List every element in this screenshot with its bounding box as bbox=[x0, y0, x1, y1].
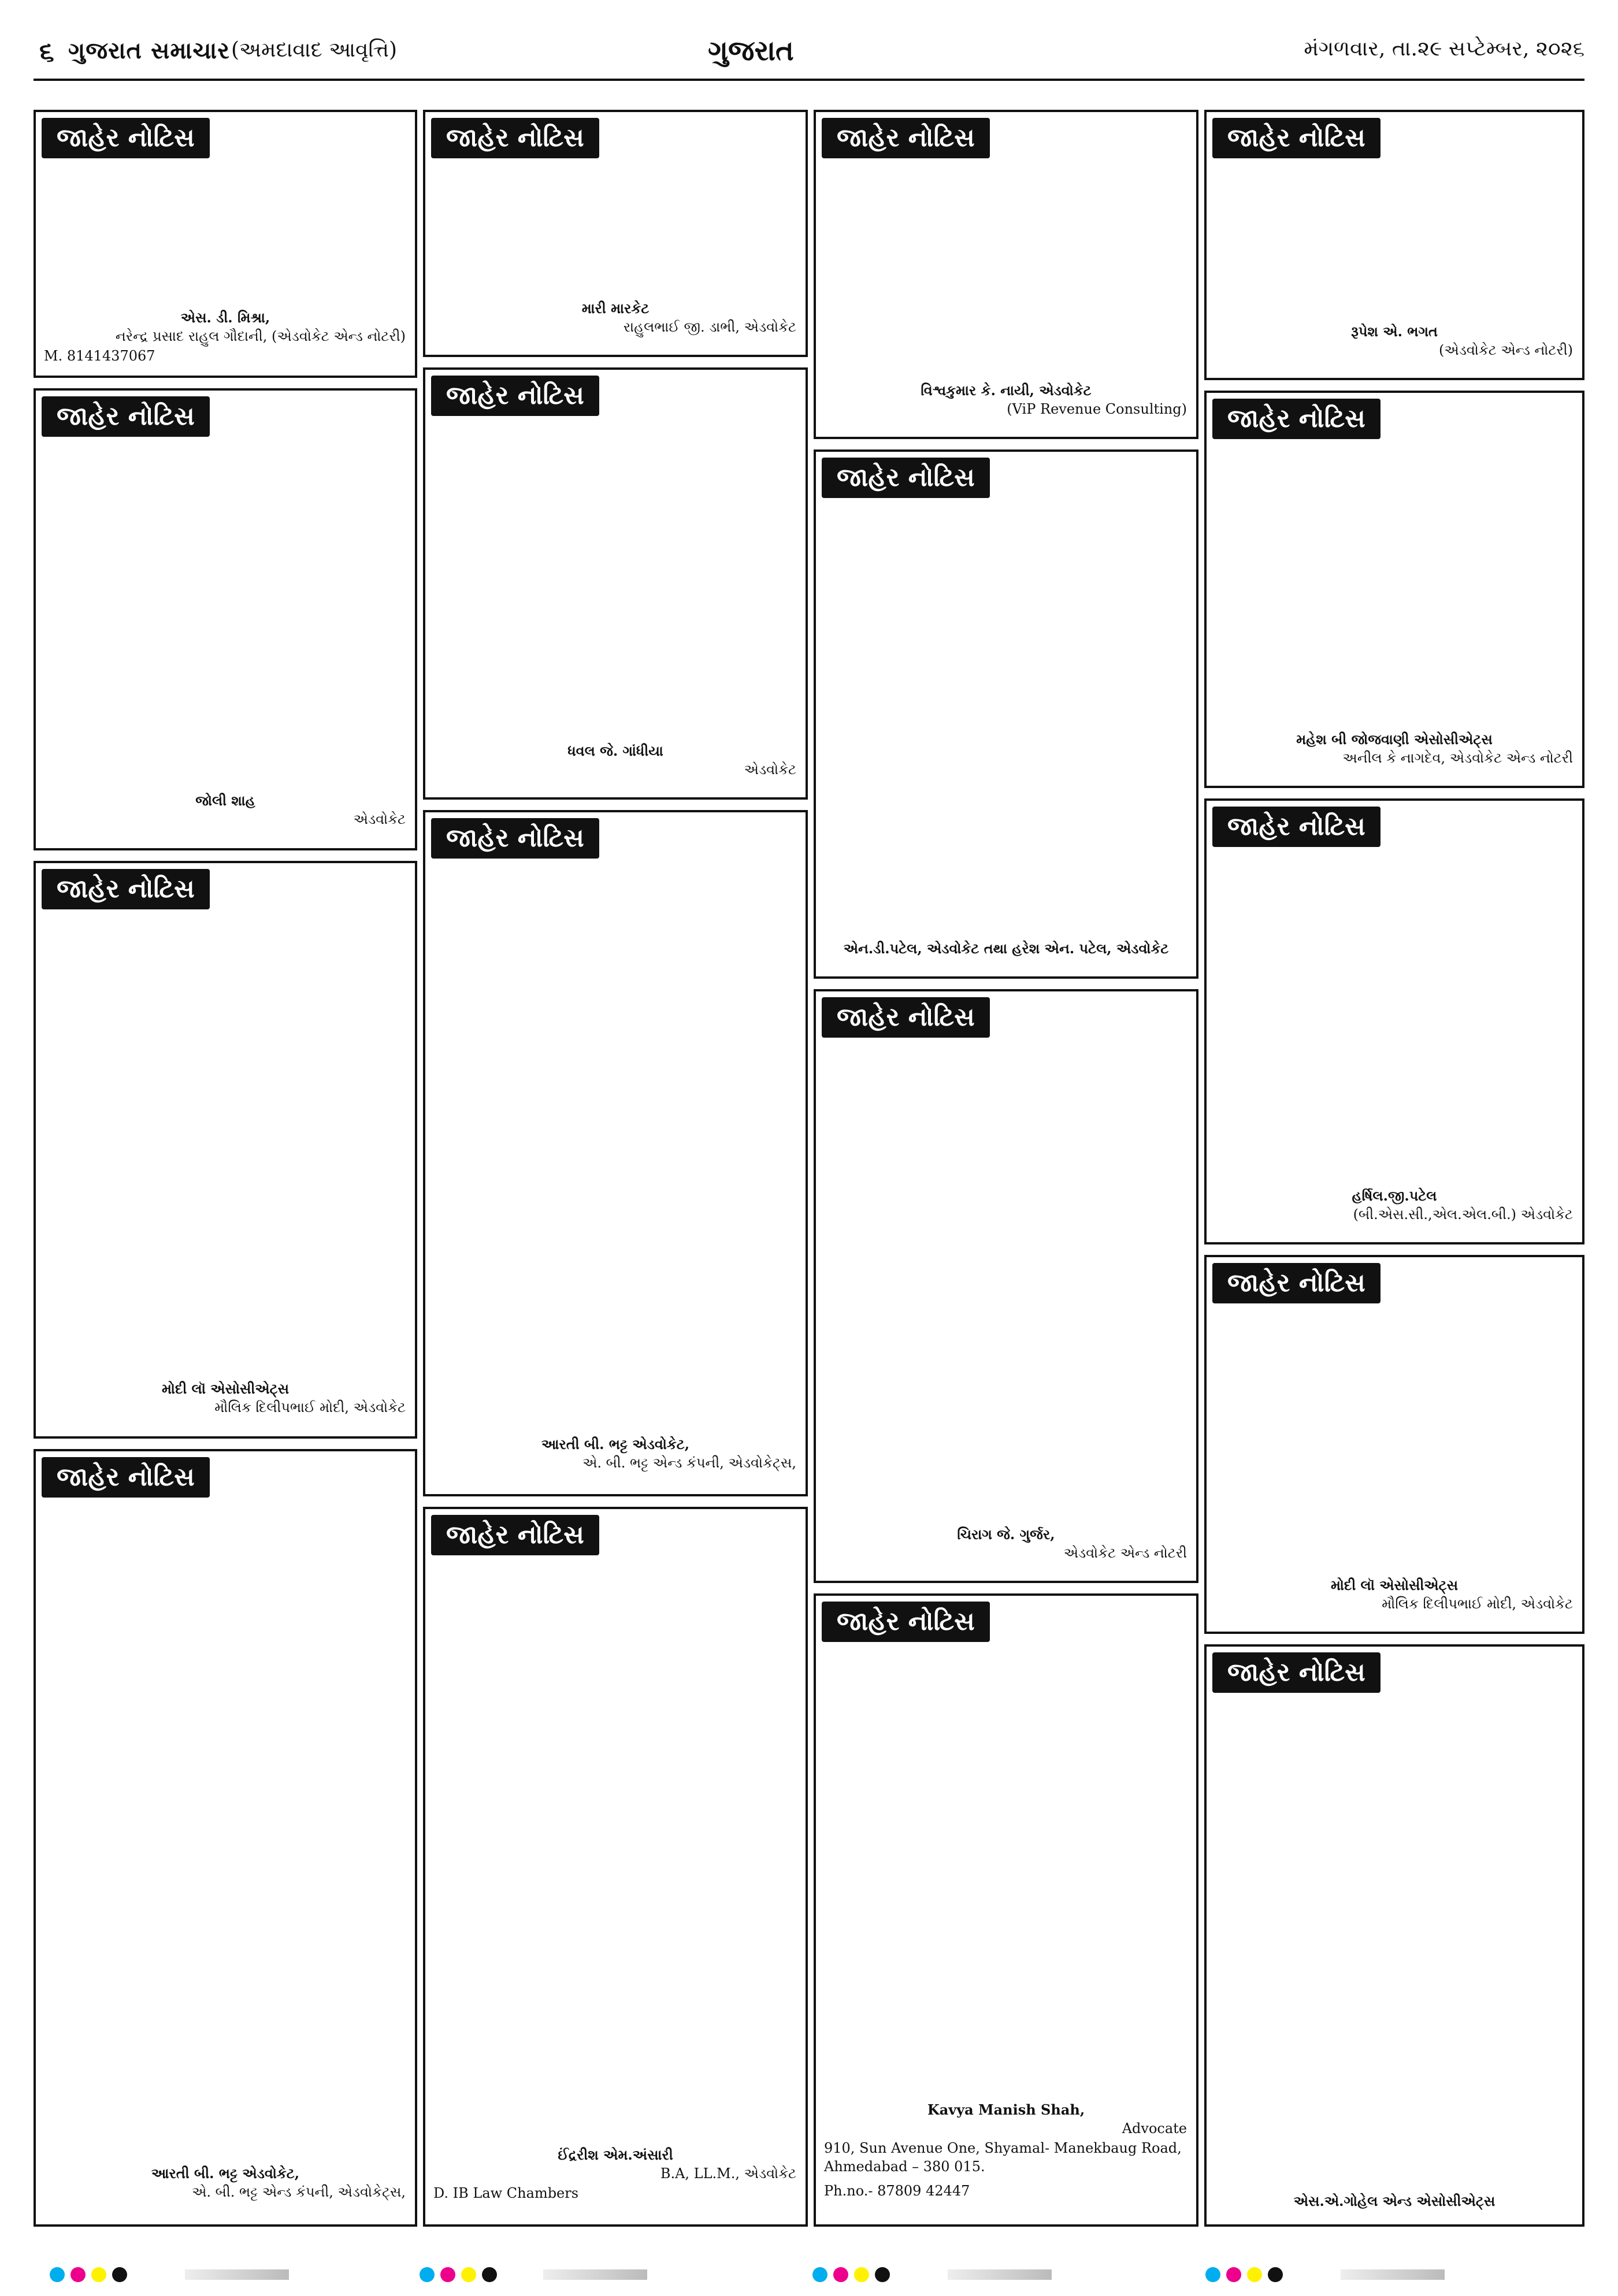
cyan-registration-dot bbox=[812, 2267, 827, 2282]
notice-body bbox=[816, 500, 1196, 939]
notice-body bbox=[36, 439, 415, 792]
public-notice-3 bbox=[34, 861, 417, 1439]
paper-name: ગુજરાત સમાચાર bbox=[68, 37, 230, 64]
notice-body bbox=[816, 1644, 1196, 2101]
yellow-registration-dot bbox=[91, 2267, 106, 2282]
public-notice-12 bbox=[814, 1593, 1198, 2227]
notice-heading: જાહેર નોટિસ bbox=[822, 458, 990, 498]
black-registration-dot bbox=[875, 2267, 890, 2282]
notice-body bbox=[425, 161, 806, 299]
notice-heading: જાહેર નોટિસ bbox=[1212, 807, 1381, 847]
notice-signer: ઈંદ્રરીશ એમ.અંસારી bbox=[558, 2146, 673, 2163]
public-notice-4 bbox=[34, 1449, 417, 2227]
notice-body bbox=[1207, 161, 1582, 322]
notice-body bbox=[36, 912, 415, 1380]
page-number: ૬ bbox=[39, 36, 54, 67]
notice-signer-role: Advocate bbox=[1122, 2120, 1187, 2137]
grey-tone-bar bbox=[948, 2269, 1052, 2280]
notice-heading: જાહેર નોટિસ bbox=[431, 376, 599, 416]
magenta-registration-dot bbox=[833, 2267, 848, 2282]
notice-phone: M. 8141437067 bbox=[44, 348, 155, 364]
notice-heading: જાહેર નોટિસ bbox=[822, 118, 990, 158]
notice-signer: મહેશ બી જોજવાણી એસોસીએટ્સ bbox=[1296, 731, 1493, 748]
public-notice-14 bbox=[1204, 391, 1584, 788]
notice-heading: જાહેર નોટિસ bbox=[431, 1515, 599, 1555]
notice-heading: જાહેર નોટિસ bbox=[42, 869, 210, 909]
public-notice-9 bbox=[814, 110, 1198, 439]
public-notice-11 bbox=[814, 989, 1198, 1583]
public-notice-17 bbox=[1204, 1644, 1584, 2227]
notice-heading: જાહેર નોટિસ bbox=[1212, 399, 1381, 439]
notice-heading: જાહેર નોટિસ bbox=[822, 1602, 990, 1642]
notice-signer-role: એ. બી. ભટ્ટ એન્ડ કંપની, એડવોકેટ્સ, bbox=[582, 1455, 796, 1471]
notice-signer-role: નરેન્દ્ર પ્રસાદ રાહુલ ગૌદાની, (એડવોકેટ એન્ડ નોટરી) bbox=[115, 328, 406, 344]
notice-signer: હર્ષિલ.જી.પટેલ bbox=[1352, 1187, 1437, 1204]
notice-heading: જાહેર નોટિસ bbox=[822, 997, 990, 1038]
edition-label: (અમદાવાદ આવૃત્તિ) bbox=[231, 38, 398, 62]
public-notice-2 bbox=[34, 388, 417, 850]
notice-signer: Kavya Manish Shah, bbox=[927, 2101, 1085, 2118]
grey-tone-bar bbox=[185, 2269, 289, 2280]
cyan-registration-dot bbox=[420, 2267, 435, 2282]
grey-tone-bar bbox=[1341, 2269, 1445, 2280]
public-notice-15 bbox=[1204, 798, 1584, 1244]
notice-heading: જાહેર નોટિસ bbox=[42, 1457, 210, 1498]
notice-body bbox=[1207, 1695, 1582, 2192]
notice-signer: આરતી બી. ભટ્ટ એડવોકેટ, bbox=[151, 2165, 300, 2182]
notice-signer: રૂપેશ એ. ભગત bbox=[1351, 323, 1438, 340]
notice-signer: વિશ્વકુમાર કે. નાયી, એડવોકેટ bbox=[921, 382, 1092, 399]
magenta-registration-dot bbox=[440, 2267, 455, 2282]
notice-body bbox=[425, 1558, 806, 2146]
notice-contact: 910, Sun Avenue One, Shyamal- Manekbaug Road, Ahmedabad – 380 015. bbox=[824, 2140, 1182, 2175]
public-notice-1 bbox=[34, 110, 417, 378]
notice-signer: એન.ડી.પટેલ, એડવોકેટ તથા હરેશ એન. પટેલ, એડવોકેટ bbox=[843, 940, 1169, 957]
yellow-registration-dot bbox=[854, 2267, 869, 2282]
grey-tone-bar bbox=[543, 2269, 647, 2280]
notice-signer: એસ. ડી. મિશ્રા, bbox=[180, 309, 270, 326]
notice-signer-role: એડવોકેટ એન્ડ નોટરી bbox=[1063, 1545, 1187, 1561]
notice-heading: જાહેર નોટિસ bbox=[1212, 1263, 1381, 1303]
notice-signer: એસ.એ.ગોહેલ એન્ડ એસોસીએટ્સ bbox=[1293, 2193, 1495, 2209]
notice-body bbox=[816, 161, 1196, 381]
notice-signer-role: મૌલિક દિલીપભાઈ મોદી, એડવોકેટ bbox=[1382, 1596, 1573, 1612]
black-registration-dot bbox=[1268, 2267, 1283, 2282]
print-registration-bar bbox=[0, 2253, 1618, 2296]
notice-signer-role: (બી.એસ.સી.,એલ.એલ.બી.) એડવોકેટ bbox=[1353, 1206, 1573, 1223]
public-notice-10 bbox=[814, 449, 1198, 979]
notice-body bbox=[1207, 1306, 1582, 1576]
notice-body bbox=[816, 1040, 1196, 1525]
notice-heading: જાહેર નોટિસ bbox=[431, 818, 599, 859]
notice-heading: જાહેર નોટિસ bbox=[42, 118, 210, 158]
notice-signer-role: મૌલિક દિલીપભાઈ મોદી, એડવોકેટ bbox=[214, 1399, 406, 1416]
header-rule bbox=[34, 79, 1584, 81]
notice-body bbox=[425, 418, 806, 742]
notice-heading: જાહેર નોટિસ bbox=[42, 396, 210, 437]
public-notice-13 bbox=[1204, 110, 1584, 380]
notice-signer-role: અનીલ કે નાગદેવ, એડવોકેટ એન્ડ નોટરી bbox=[1342, 750, 1573, 766]
yellow-registration-dot bbox=[1247, 2267, 1262, 2282]
cyan-registration-dot bbox=[1205, 2267, 1220, 2282]
notice-signer-role: એડવોકેટ bbox=[744, 761, 796, 778]
notice-signer: જોલી શાહ bbox=[195, 792, 255, 809]
black-registration-dot bbox=[482, 2267, 497, 2282]
public-notice-6 bbox=[423, 367, 808, 800]
public-notice-8 bbox=[423, 1507, 808, 2227]
notice-heading: જાહેર નોટિસ bbox=[1212, 1652, 1381, 1693]
notice-signer: મોદી લૉ એસોસીએટ્સ bbox=[1330, 1577, 1459, 1593]
notice-signer-role: એડવોકેટ bbox=[353, 811, 406, 827]
public-notice-7 bbox=[423, 810, 808, 1496]
notice-signer-role: (એડવોકેટ એન્ડ નોટરી) bbox=[1439, 342, 1573, 358]
notice-signer-role: રાહુલભાઈ જી. ડાભી, એડવોકેટ bbox=[623, 319, 796, 335]
notice-signer: ચિરાગ જે. ગુર્જર, bbox=[957, 1526, 1055, 1543]
notice-signer-role: એ. બી. ભટ્ટ એન્ડ કંપની, એડવોકેટ્સ, bbox=[192, 2184, 406, 2200]
notice-signer: આરતી બી. ભટ્ટ એડવોકેટ, bbox=[541, 1436, 690, 1452]
notice-body bbox=[1207, 441, 1582, 730]
public-notice-16 bbox=[1204, 1255, 1584, 1634]
notice-signer-role: (ViP Revenue Consulting) bbox=[1007, 401, 1187, 417]
section-title: ગુજરાત bbox=[708, 35, 794, 67]
notice-signer: ધવલ જે. ગાંધીયા bbox=[567, 742, 663, 759]
notice-body bbox=[36, 1500, 415, 2164]
notice-contact: D. IB Law Chambers bbox=[433, 2185, 579, 2201]
notice-phone: Ph.no.- 87809 42447 bbox=[824, 2183, 970, 2199]
notice-signer: મોદી લૉ એસોસીએટ્સ bbox=[161, 1380, 290, 1397]
cyan-registration-dot bbox=[50, 2267, 65, 2282]
notice-signer-role: B.A, LL.M., એડવોકેટ bbox=[660, 2165, 796, 2182]
notice-body bbox=[425, 861, 806, 1435]
magenta-registration-dot bbox=[1226, 2267, 1241, 2282]
magenta-registration-dot bbox=[70, 2267, 86, 2282]
black-registration-dot bbox=[112, 2267, 127, 2282]
notice-signer: મારી મારકેટ bbox=[581, 300, 650, 317]
notice-heading: જાહેર નોટિસ bbox=[1212, 118, 1381, 158]
public-notice-5 bbox=[423, 110, 808, 357]
notice-heading: જાહેર નોટિસ bbox=[431, 118, 599, 158]
yellow-registration-dot bbox=[461, 2267, 476, 2282]
notice-body bbox=[36, 161, 415, 309]
masthead bbox=[0, 0, 1618, 87]
issue-date: મંગળવાર, તા.૨૯ સપ્ટેમ્બર, ૨૦૨૬ bbox=[1304, 37, 1584, 61]
notice-body bbox=[1207, 849, 1582, 1187]
